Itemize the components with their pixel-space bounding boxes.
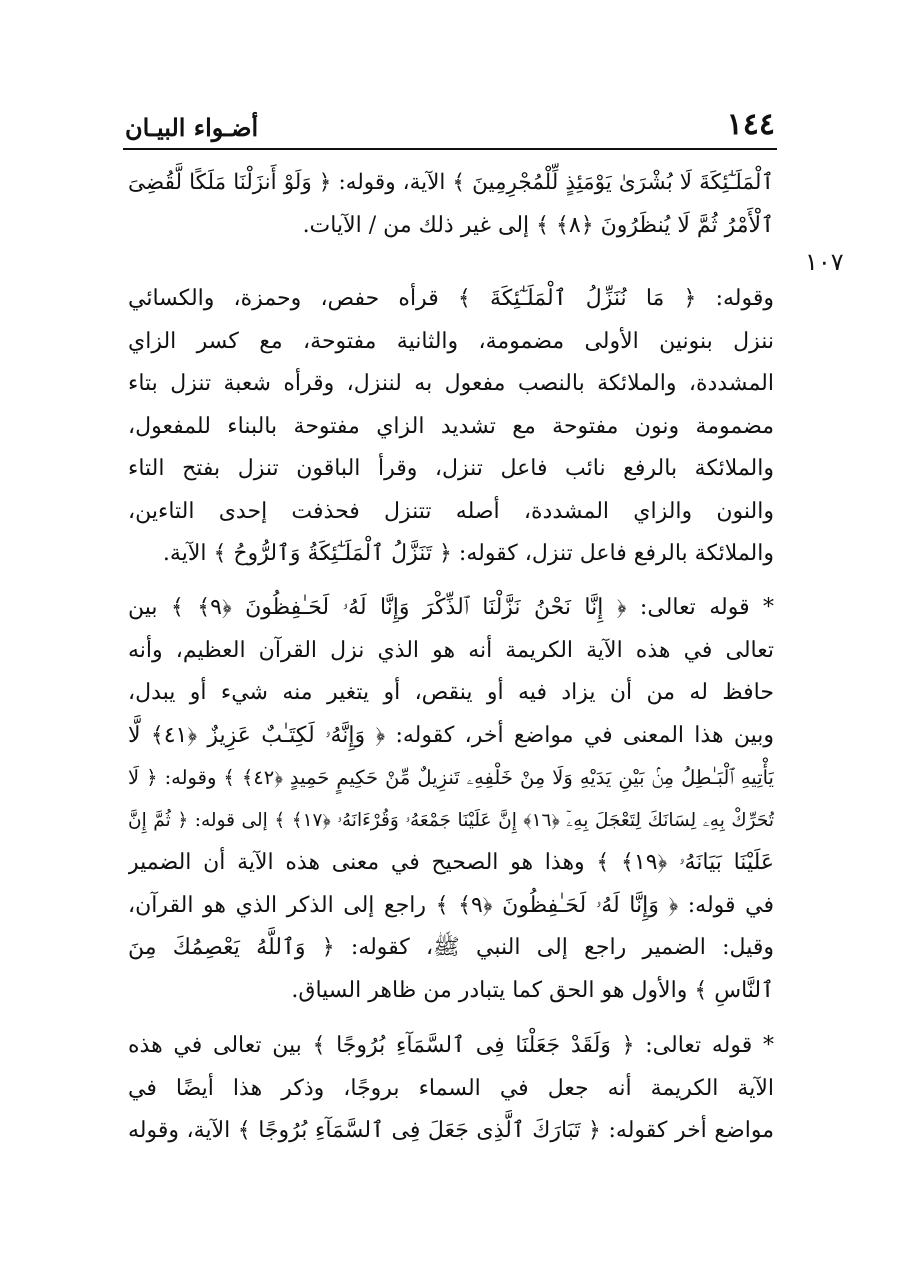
paragraph-1 — [128, 162, 774, 247]
paragraph-4 — [128, 1025, 774, 1153]
text-line: والنون والزاي المشددة، أصله تتنزل فحذفت إحدى التاءين، — [128, 498, 774, 524]
header-rule — [123, 148, 777, 150]
text-line: تُحَرِّكْ بِهِۦ لِسَانَكَ لِتَعْجَلَ بِهِۦٓ ﴿١٦﴾ إِنَّ عَلَيْنَا جَمْعَهُۥ وَقُرْءَانَهُۥ ﴿١٧﴾ ﴾ إلى قوله: ﴿ ثُمَّ إِنَّ — [128, 809, 774, 831]
text-line: في قوله: ﴿ وَإِنَّا لَهُۥ لَحَـٰفِظُونَ ﴿٩﴾ ﴾ راجع إلى الذكر الذي هو القرآن، — [128, 892, 774, 918]
text-line: ٱلنَّاسِ ﴾ والأول هو الحق كما يتبادر من ظاهر السياق. — [291, 977, 774, 1003]
text-line: والملائكة بالرفع فاعل تنزل، كقوله: ﴿ تَنَزَّلُ ٱلْمَلَـٰٓئِكَةُ وَٱلرُّوحُ ﴾ الآية. — [162, 541, 774, 566]
text-line: المشددة، والملائكة بالنصب مفعول به لننزل، وقرأه شعبة تنزل بتاء — [128, 371, 774, 396]
book-title: أضـواء البيـان — [125, 113, 259, 142]
text-line: مواضع أخر كقوله: ﴿ تَبَارَكَ ٱلَّذِى جَعَلَ فِى ٱلسَّمَآءِ بُرُوجًا ﴾ الآية، وقوله — [128, 1118, 774, 1143]
page-number: ١٤٤ — [726, 107, 775, 142]
paragraph-2 — [128, 278, 774, 576]
text-line: * قوله تعالى: ﴿ وَلَقَدْ جَعَلْنَا فِى ٱلسَّمَآءِ بُرُوجًا ﴾ بين تعالى في هذه — [128, 1033, 774, 1058]
margin-page-marker: ١٠٧ — [805, 248, 844, 276]
text-line: مضمومة ونون مفتوحة مع تشديد الزاي مفتوحة بالبناء للمفعول، — [128, 413, 774, 439]
text-line: ٱلْأَمْرُ ثُمَّ لَا يُنظَرُونَ ﴿٨﴾ ﴾ إلى غير ذلك من / الآيات. — [302, 212, 774, 238]
text-line: يَأْتِيهِ ٱلْبَـٰطِلُ مِنۢ بَيْنِ يَدَيْهِ وَلَا مِنْ خَلْفِهِۦ تَنزِيلٌ مِّنْ حَكِيمٍ حَمِيدٍ ﴿٤٢﴾ ﴾ وقوله: ﴿ لَا — [128, 766, 774, 789]
text-line: حافظ له من أن يزاد فيه أو ينقص، أو يتغير منه شيء أو يبدل، — [128, 680, 774, 705]
page-header — [125, 108, 775, 142]
text-line: * قوله تعالى: ﴿ إِنَّا نَحْنُ نَزَّلْنَا ٱلذِّكْرَ وَإِنَّا لَهُۥ لَحَـٰفِظُونَ ﴿٩﴾ ﴾ بين — [128, 595, 774, 620]
text-line: الآية الكريمة أنه جعل في السماء بروجًا، وذكر هذا أيضًا في — [128, 1075, 774, 1101]
text-line: وقوله: ﴿ مَا نُنَزِّلُ ٱلْمَلَـٰٓئِكَةَ ﴾ قرأه حفص، وحمزة، والكسائي — [128, 286, 774, 311]
text-line: تعالى في هذه الآية الكريمة أنه هو الذي نزل القرآن العظيم، وأنه — [128, 637, 774, 663]
text-line: وقيل: الضمير راجع إلى النبي ﷺ، كقوله: ﴿ وَٱللَّهُ يَعْصِمُكَ مِنَ — [128, 935, 774, 960]
text-line: وبين هذا المعنى في مواضع أخر، كقوله: ﴿ وَإِنَّهُۥ لَكِتَـٰبٌ عَزِيزٌ ﴿٤١﴾ لَّا — [128, 722, 774, 748]
paragraph-3 — [128, 587, 774, 1012]
text-line: عَلَيْنَا بَيَانَهُۥ ﴿١٩﴾ ﴾ وهذا هو الصحيح في معنى هذه الآية أن الضمير — [128, 850, 774, 875]
text-line: ٱلْمَلَـٰٓئِكَةَ لَا بُشْرَىٰ يَوْمَئِذٍ لِّلْمُجْرِمِينَ ﴾ الآية، وقوله: ﴿ وَلَوْ أَنزَلْنَا مَلَكًا لَّقُضِىَ — [128, 170, 774, 195]
text-line: ننزل بنونين الأولى مضمومة، والثانية مفتوحة، مع كسر الزاي — [128, 328, 774, 354]
text-line: والملائكة بالرفع نائب فاعل تنزل، وقرأ الباقون تنزل بفتح التاء — [128, 456, 774, 481]
